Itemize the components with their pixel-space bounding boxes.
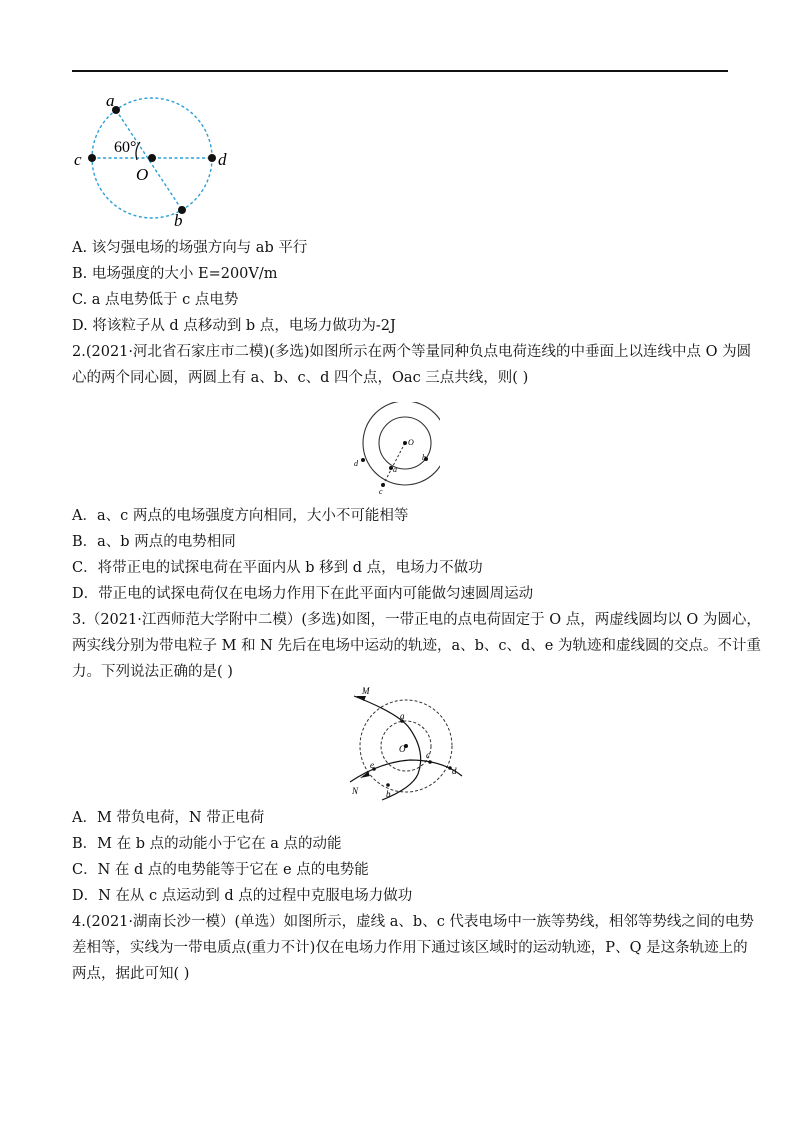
fig2-label-c: c: [379, 487, 383, 496]
label-b: b: [174, 211, 183, 230]
angle-label: 60°: [114, 139, 137, 156]
label-c: c: [74, 150, 82, 169]
point-c: [88, 154, 96, 162]
q2-option-d: D．带正电的试探电荷仅在电场力作用下在此平面内可能做匀速圆周运动: [72, 586, 534, 602]
q2-stem-line-2: 心的两个同心圆，两圆上有 a、b、c、d 四个点，Oac 三点共线，则( ): [72, 370, 529, 386]
q2-stem-line-1: 2.(2021·河北省石家庄市二模)(多选)如图所示在两个等量同种负点电荷连线的中垂面上以连线中点 O 为圆: [72, 344, 752, 360]
fig3-label-O: O: [399, 744, 406, 754]
q3-option-d: D．N 在从 c 点运动到 d 点的过程中克服电场力做功: [72, 888, 413, 904]
fig3-label-d: d: [452, 766, 457, 776]
q3-option-c: C．N 在 d 点的电势能等于它在 e 点的电势能: [72, 862, 369, 878]
label-d: d: [218, 150, 227, 169]
fig3-label-N: N: [352, 786, 359, 796]
figure-1-circle-diagram: [70, 90, 240, 230]
fig3-label-b: b: [386, 789, 391, 799]
fig3-label-a: a: [400, 711, 405, 721]
fig2-label-d: d: [354, 459, 358, 468]
q1-option-c: C. a 点电势低于 c 点电势: [72, 292, 239, 308]
q4-stem-line-1: 4.(2021·湖南长沙一模）(单选）如图所示，虚线 a、b、c 代表电场中一族等势线，相邻等势线之间的电势: [72, 914, 754, 930]
fig2-label-O: O: [408, 438, 414, 447]
q2-option-a: A．a、c 两点的电场强度方向相同，大小不可能相等: [72, 508, 409, 524]
q3-stem-line-1: 3.（2021·江西师范大学附中二模）(多选)如图，一带正电的点电荷固定于 O 点，两虚线圆均以 O 为圆心，: [72, 612, 761, 628]
q1-option-b: B. 电场强度的大小 E=200V/m: [72, 266, 278, 282]
q3-stem-line-3: 力。下列说法正确的是( ): [72, 664, 233, 680]
q2-option-b: B．a、b 两点的电势相同: [72, 534, 236, 550]
fig2-label-a: a: [393, 465, 397, 474]
q3-option-b: B．M 在 b 点的动能小于它在 a 点的动能: [72, 836, 342, 852]
q3-stem-line-2: 两实线分别为带电粒子 M 和 N 先后在电场中运动的轨迹，a、b、c、d、e 为轨迹和虚线圆的交点。不计重: [72, 638, 761, 654]
fig2-label-b: b: [422, 453, 426, 462]
fig3-label-e: e: [370, 760, 374, 770]
label-O: O: [136, 165, 149, 184]
q3-option-a: A．M 带负电荷，N 带正电荷: [72, 810, 265, 826]
label-a: a: [106, 91, 115, 110]
fig3-label-M: M: [362, 686, 370, 696]
q4-stem-line-3: 两点，据此可知( ): [72, 966, 190, 982]
q1-option-d: D. 将该粒子从 d 点移动到 b 点，电场力做功为-2J: [72, 318, 396, 334]
header-rule: [72, 70, 728, 72]
point-d: [208, 154, 216, 162]
q2-option-c: C．将带正电的试探电荷在平面内从 b 移到 d 点，电场力不做功: [72, 560, 483, 576]
point-O: [148, 154, 156, 162]
figure-3-trajectories: [340, 684, 470, 802]
q4-stem-line-2: 差相等，实线为一带电质点(重力不计)仅在电场力作用下通过该区域时的运动轨迹，P、Q 是这条轨迹上的: [72, 940, 748, 956]
figure-2-concentric-circles: [340, 402, 440, 502]
fig3-label-c: c: [426, 750, 430, 760]
q1-option-a: A. 该匀强电场的场强方向与 ab 平行: [72, 240, 308, 256]
